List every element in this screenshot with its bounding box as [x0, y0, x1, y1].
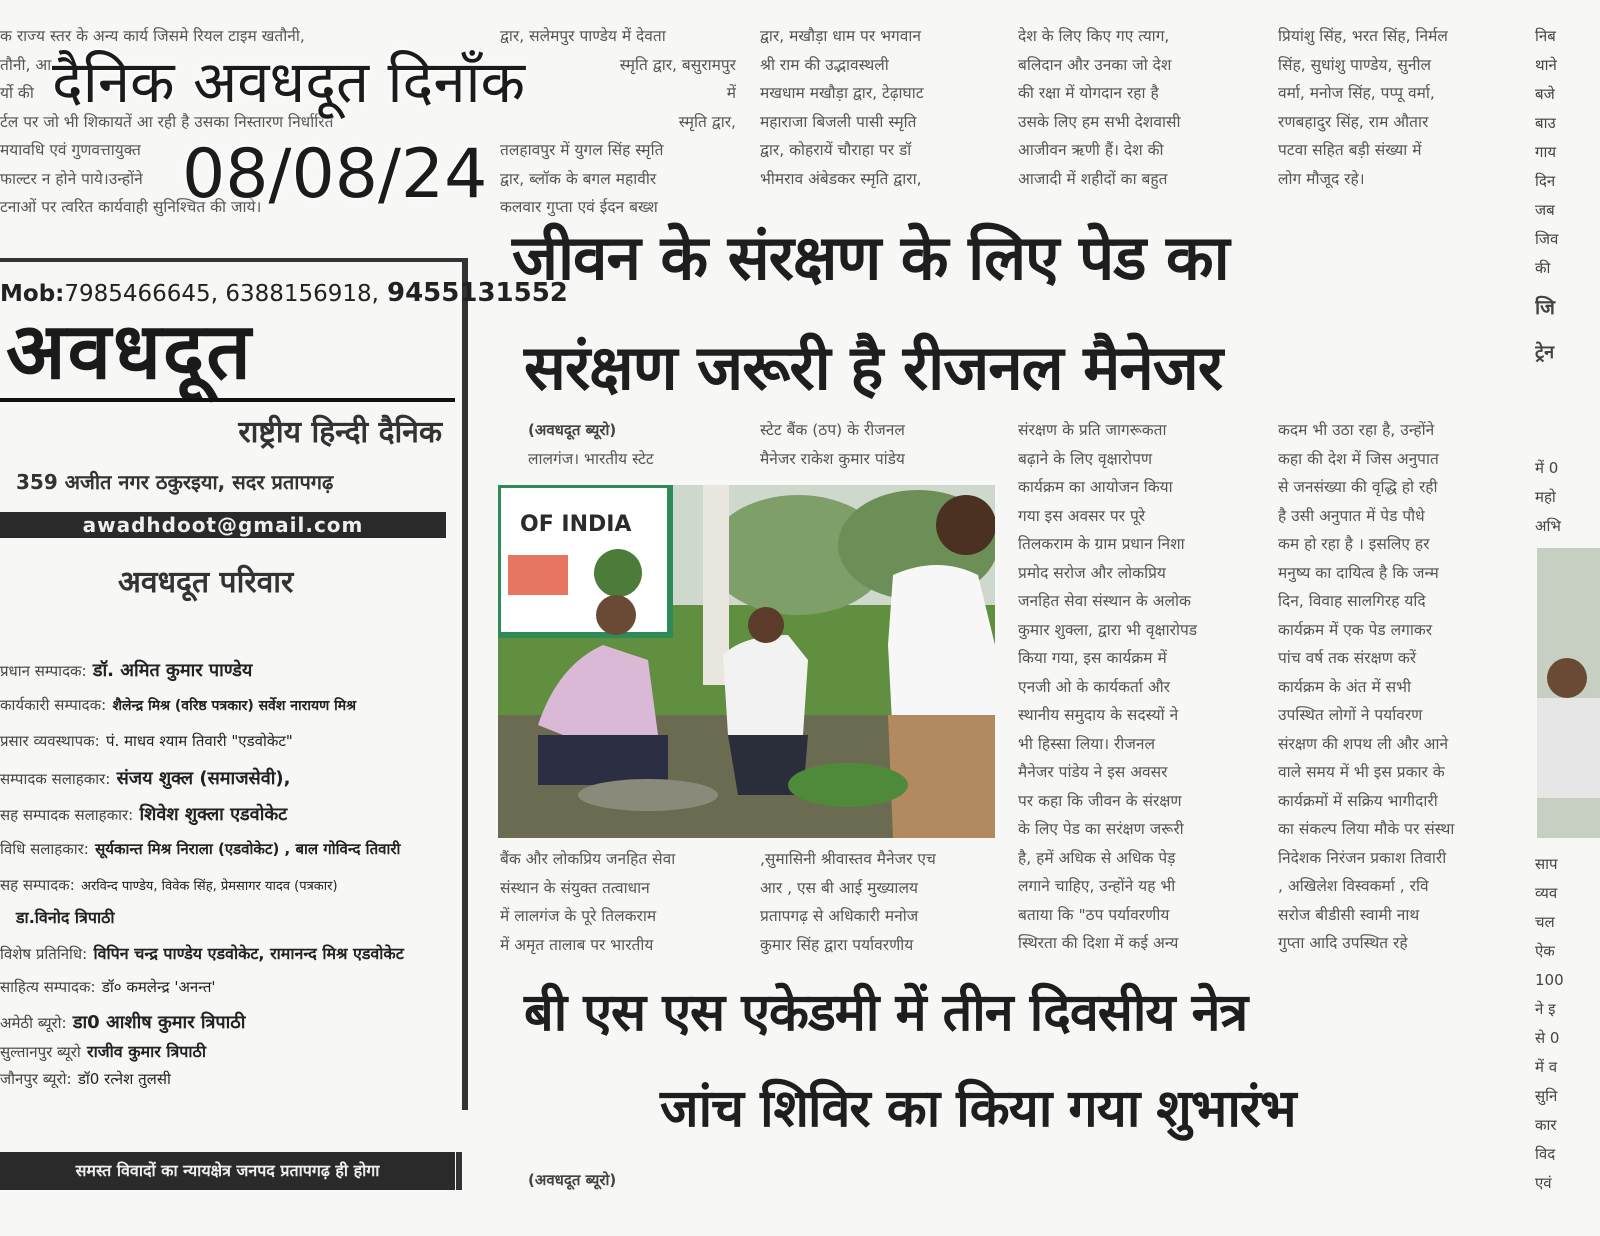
top-article-col-5: प्रियांशु सिंह, भरत सिंह, निर्मल सिंह, सुधांशु पाण्डेय, सुनील वर्मा, मनोज सिंह, पप्पू वर्मा, रणबहादुर सिंह, राम औतार पटवा सहित बड़ी संख्या में लोग मौजूद रहे।	[1278, 27, 1448, 188]
story1-col1-bottom: बैंक और लोकप्रिय जनहित सेवा संस्थान के संयुक्त तत्वाधान में लालगंज के पूरे तिलकराम में अमृत तालाब पर भारतीय	[500, 850, 676, 954]
top-article-col-3: द्वार, मखौड़ा धाम पर भगवान श्री राम की उद्भावस्थली मखधाम मखौड़ा द्वार, टेढ़ाघाट महाराजा बिजली पासी स्मृति द्वार, कोहरायें चौराहा पर डॉ भीमराव अंबेडकर स्मृति द्वारा,	[760, 27, 924, 188]
family-heading: अवधदूत परिवार	[118, 565, 294, 600]
story1-col2-top: स्टेट बैंक (ठप) के रीजनल मैनेजर राकेश कुमार पांडेय	[760, 421, 905, 468]
credit-line: कार्यकारी सम्पादक: शैलेन्द्र मिश्र (वरिष्ठ पत्रकार) सर्वेश नारायण मिश्र	[0, 696, 357, 714]
story2-headline-line1: बी एस एस एकेडमी में तीन दिवसीय नेत्र	[524, 983, 1248, 1043]
credit-line: प्रधान सम्पादक: डॉ. अमित कुमार पाण्डेय	[0, 660, 253, 681]
tagline: राष्ट्रीय हिन्दी दैनिक	[238, 415, 442, 450]
address: 359 अजीत नगर ठकुरइया, सदर प्रतापगढ़	[16, 470, 334, 494]
story1-headline-line2: सरंक्षण जरूरी है रीजनल मैनेजर	[524, 331, 1223, 404]
credit-line: साहित्य सम्पादक: डॉ० कमलेन्द्र 'अनन्त'	[0, 978, 216, 996]
credit-line: जौनपुर ब्यूरो: डॉ0 रत्नेश तुलसी	[0, 1070, 171, 1088]
credit-line: डा.विनोद त्रिपाठी	[16, 908, 115, 927]
date-stamp-date: 08/08/24	[182, 135, 488, 214]
jurisdiction-footer: समस्त विवादों का न्यायक्षेत्र जनपद प्रतापगढ़ ही होगा	[0, 1152, 455, 1190]
email-bar: awadhdoot@gmail.com	[0, 512, 446, 538]
story1-byline: (अवधदूत ब्यूरो)	[528, 421, 617, 439]
story1-col3: संरक्षण के प्रति जागरूकता बढ़ाने के लिए वृक्षारोपण कार्यक्रम का आयोजन किया गया इस अवसर पर पूरे तिलकराम के ग्राम प्रधान निशा प्रमोद सरोज और लोकप्रिय जनहित सेवा संस्थान के अलोक कुमार शुक्ला, द्वारा भी वृक्षारोपड किया गया, इस कार्यक्रम में एनजी ओ के कार्यकर्ता और स्थानीय समुदाय के सदस्यों ने भी हिस्सा लिया। रीजनल मैनेजर पांडेय ने इस अवसर पर कहा कि जीवन के संरक्षण के लिए पेड का सरंक्षण जरूरी है, हमें अधिक से अधिक पेड़ लगाने चाहिए, उन्होंने यह भी बताया कि "ठप पर्यावरणीय स्थिरता की दिशा में कई अन्य	[1018, 421, 1198, 952]
credit-line: अमेठी ब्यूरो: डा0 आशीष कुमार त्रिपाठी	[0, 1012, 246, 1033]
top-article-col-1: क राज्य स्तर के अन्य कार्य जिसमे रियल टाइम खतौनी, तौनी, आ र्यो की र्टल पर जो भी शिकायतें आ रही है उसका निस्तारण निर्धारित मयावधि एवं गुणवत्तायुक्त फाल्टर न होने पाये।उन्होंने टनाओं पर त्वरित कार्यवाही सुनिश्चित की जाये।	[0, 27, 334, 216]
story1-col1-top: (अवधदूत ब्यूरो) लालगंज। भारतीय स्टेट	[528, 416, 738, 473]
credit-line: विधि सलाहकार: सूर्यकान्त मिश्र निराला (एडवोकेट) , बाल गोविन्द तिवारी	[0, 840, 401, 858]
footer-rule	[456, 1152, 462, 1190]
tree-planting-photo	[498, 485, 995, 838]
photo-illustration	[498, 485, 995, 838]
newspaper-logo: अवधदूत	[6, 306, 253, 397]
story1-col2-bottom: ,सुमासिनी श्रीवास्तव मैनेजर एच आर , एस बी आई मुख्यालय प्रतापगढ़ से अधिकारी मनोज कुमार सिंह द्वारा पर्यावरणीय	[760, 850, 936, 954]
mob-label: Mob:	[0, 281, 65, 307]
svg-text:OF INDIA: OF INDIA	[520, 512, 632, 537]
top-article-col-4: देश के लिए किए गए त्याग, बलिदान और उनका जो देश की रक्षा में योगदान रहा है उसके लिए हम सभी देशवासी आजीवन ऋणी हैं। देश की आजादी में शहीदों का बहुत	[1018, 27, 1181, 188]
mob-numbers-text: 7985466645, 6388156918,	[64, 281, 379, 307]
story1-headline-line1: जीवन के संरक्षण के लिए पेड का	[512, 221, 1229, 294]
story2-byline: (अवधदूत ब्यूरो)	[528, 1171, 617, 1189]
masthead-box	[0, 258, 568, 1110]
right-edge-column: निब थाने बजे बाउ गाय दिन जब जिव की जि ट्रेन में 0 महो अभि साप व्यव चल ऐक 100 ने इ से 0 में व सुनि कार विद एवं	[1535, 0, 1600, 1236]
date-stamp-title: दैनिक अवधदूत दिनाँक	[52, 48, 526, 116]
top-article-col-2: द्वार, सलेमपुर पाण्डेय में देवता स्मृति द्वार, बसुरामपुर में स्मृति द्वार, तलहावपुर में युगल सिंह स्मृति द्वार, ब्लॉक के बगल महावीर कलवार गुप्ता एवं ईदन बख्श	[500, 27, 736, 216]
credit-line: सम्पादक सलाहकार: संजय शुक्ल (समाजसेवी),	[0, 768, 291, 789]
credit-line: सह सम्पादक: अरविन्द पाण्डेय, विवेक सिंह, प्रेमसागर यादव (पत्रकार)	[0, 876, 338, 894]
credit-line: प्रसार व्यवस्थापक: पं. माधव श्याम तिवारी "एडवोकेट"	[0, 732, 293, 750]
credit-line: विशेष प्रतिनिधि: विपिन चन्द्र पाण्डेय एडवोकेट, रामानन्द मिश्र एडवोकेट	[0, 944, 404, 963]
story1-col4: कदम भी उठा रहा है, उन्होंने कहा की देश में जिस अनुपात से जनसंख्या की वृद्धि हो रही है उसी अनुपात में पेड पौधे कम हो रहा है । इसलिए हर मनुष्य का दायित्व है कि जन्म दिन, विवाह सालगिरह यदि कार्यक्रम में एक पेड लगाकर पांच वर्ष तक संरक्षण करें कार्यक्रम के अंत में सभी उपस्थित लोगों ने पर्यावरण संरक्षण की शपथ ली और आने वाले समय में भी इस प्रकार के कार्यक्रमों में सक्रिय भागीदारी का संकल्प लिया मौके पर संस्था निदेशक निरंजन प्रकाश तिवारी , अखिलेश विस्वकर्मा , रवि सरोज बीडीसी स्वामी नाथ गुप्ता आदि उपस्थित रहे	[1278, 421, 1455, 952]
mob-number-last: 9455131552	[386, 278, 568, 308]
credit-line: सह सम्पादक सलाहकार: शिवेश शुक्ला एडवोकेट	[0, 804, 288, 825]
story2-headline-line2: जांच शिविर का किया गया शुभारंभ	[660, 1079, 1296, 1139]
right-edge-photo	[1537, 548, 1600, 838]
logo-underline	[0, 398, 455, 402]
credit-line: सुल्तानपुर ब्यूरो राजीव कुमार त्रिपाठी	[0, 1042, 206, 1061]
